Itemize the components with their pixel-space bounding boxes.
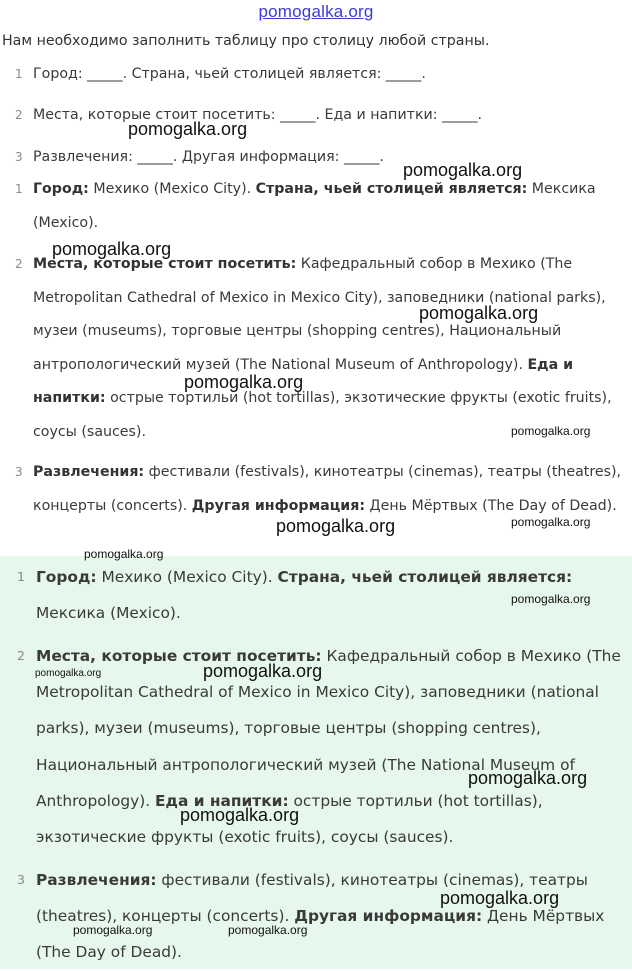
value-country: Мексика (Mexico).: [36, 604, 181, 623]
answer-text: [36, 862, 632, 971]
template-row-3: [15, 141, 625, 175]
site-link[interactable]: pomogalka.org: [258, 2, 374, 21]
value-other: День Мёртвых (The Day of Dead).: [36, 907, 605, 962]
watermark: pomogalka.org: [511, 515, 591, 529]
value-entertainment: фестивали (festivals), кинотеатры (cinemas), театры (theatres), концерты (concerts).: [33, 464, 622, 514]
watermark: pomogalka.org: [419, 303, 539, 323]
watermark: pomogalka.org: [276, 516, 396, 536]
value-entertainment: фестивали (festivals), кинотеатры (cinemas), театры (theatres), концерты (concerts).: [36, 871, 588, 926]
watermark: pomogalka.org: [228, 923, 308, 937]
row-number: 3: [15, 150, 23, 164]
watermark: pomogalka.org: [403, 160, 523, 180]
label-places: Места, которые стоит посетить:: [33, 256, 297, 272]
watermark: pomogalka.org: [440, 888, 560, 908]
label-other: Другая информация:: [294, 907, 483, 926]
watermark: pomogalka.org: [73, 923, 153, 937]
label-city: Город:: [33, 181, 89, 197]
label-country: Страна, чьей столицей является:: [255, 181, 528, 197]
row-number: 1: [15, 182, 23, 196]
watermark: pomogalka.org: [128, 119, 248, 139]
answer-row-2: [15, 248, 625, 453]
watermark: pomogalka.org: [84, 547, 164, 561]
answer-text: [33, 456, 625, 523]
value-city: Мехико (Mexico City).: [88, 181, 256, 197]
row-number: 2: [17, 648, 25, 663]
label-city: Город:: [36, 568, 97, 586]
template-row-1: [15, 58, 625, 92]
row-number: 1: [15, 67, 23, 81]
label-entertainment: Развлечения:: [36, 871, 157, 889]
value-other: День Мёртвых (The Day of Dead).: [365, 497, 617, 514]
value-food: острые тортильи (hot tortillas), экзотические фрукты (exotic fruits), соусы (sauces).: [36, 791, 543, 847]
watermark: pomogalka.org: [184, 372, 304, 392]
template-row-2: [15, 99, 625, 133]
answer-row-1: [15, 173, 625, 243]
label-country: Страна, чьей столицей является:: [277, 568, 573, 586]
answer-row-3: [15, 456, 625, 558]
highlighted-row-3: [0, 862, 632, 970]
row-number: 3: [15, 465, 23, 479]
intro-text: Нам необходимо заполнить таблицу про столицу любой страны.: [2, 33, 490, 49]
watermark: pomogalka.org: [203, 661, 323, 681]
row-number: 1: [17, 569, 25, 584]
watermark: pomogalka.org: [511, 424, 591, 438]
row-number: 2: [15, 108, 23, 122]
watermark: pomogalka.org: [35, 668, 102, 679]
watermark: pomogalka.org: [468, 768, 588, 788]
value-food: острые тортильи (hot tortillas), экзотические фрукты (exotic fruits), соусы (sauces).: [33, 390, 612, 440]
label-other: Другая информация:: [191, 497, 365, 514]
template-text: Развлечения: _____. Другая информация: _____.: [33, 149, 384, 165]
answer-text: [33, 173, 625, 240]
template-text: Город: _____. Страна, чьей столицей является: _____.: [33, 66, 426, 82]
value-places: Кафедральный собор в Мехико (The Metropolitan Cathedral of Mexico in Mexico City), заповедники (national parks), музеи (museums), торговые центры (shopping centres), Национальный антропологический музей (The National Museum of Anthropology).: [36, 647, 621, 810]
template-text: Места, которые стоит посетить: _____. Еда и напитки: _____.: [33, 107, 482, 123]
label-places: Места, которые стоит посетить:: [36, 647, 322, 665]
watermark: pomogalka.org: [180, 805, 300, 825]
value-places: Кафедральный собор в Мехико (The Metropolitan Cathedral of Mexico in Mexico City), заповедники (national parks), музеи (museums), торговые центры (shopping centres), Национальный антропологический музей (The National Museum of Anthropology).: [33, 256, 606, 373]
row-number: 2: [15, 257, 23, 271]
answer-text: [36, 638, 632, 855]
label-food: Еда и напитки:: [33, 356, 574, 406]
row-number: 3: [17, 872, 25, 887]
label-food: Еда и напитки:: [155, 791, 289, 810]
label-entertainment: Развлечения:: [33, 464, 145, 480]
value-country: Мексика (Mexico).: [33, 181, 596, 231]
watermark: pomogalka.org: [52, 239, 172, 259]
answer-text: [33, 248, 625, 449]
value-city: Мехико (Mexico City).: [96, 568, 278, 586]
watermark: pomogalka.org: [511, 592, 591, 606]
